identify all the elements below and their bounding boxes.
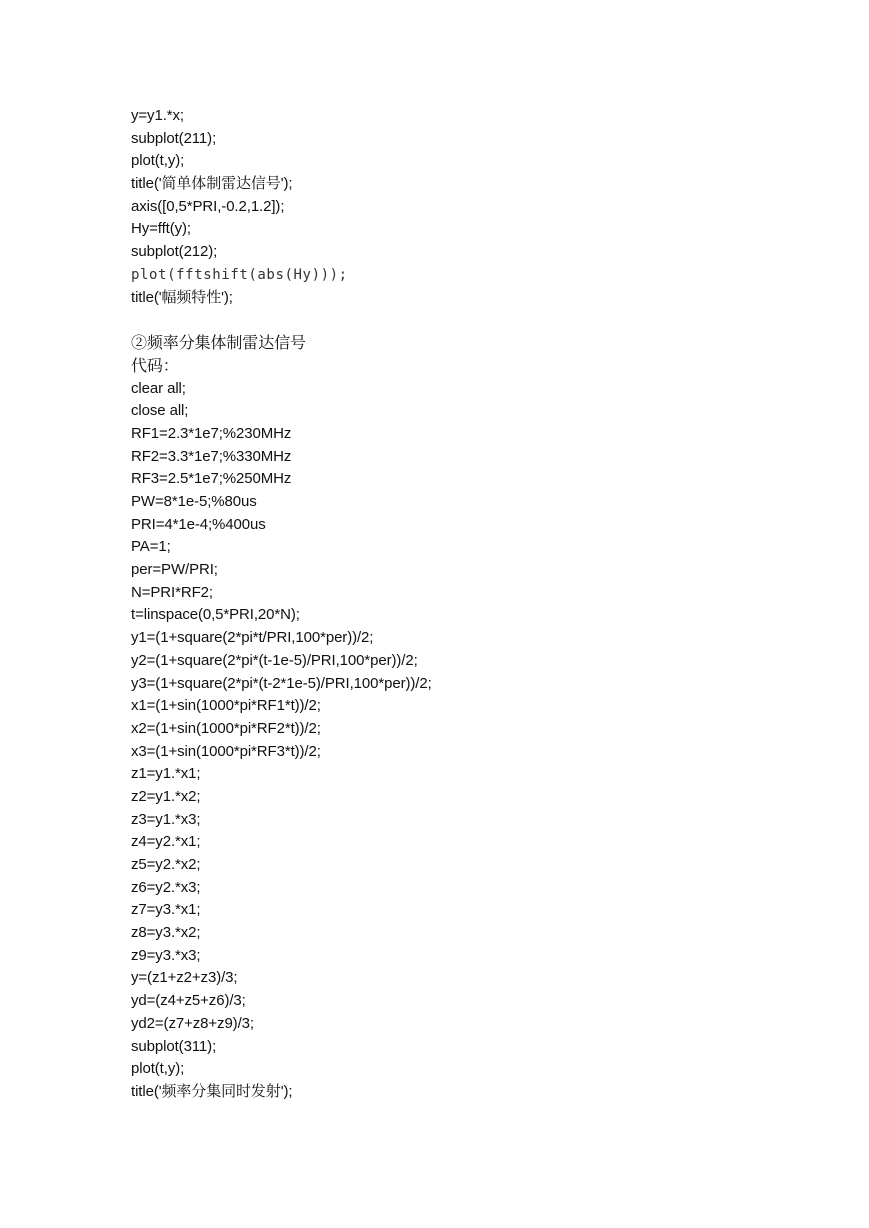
- code-line: z5=y2.*x2;: [131, 856, 201, 873]
- code-line: x3=(1+sin(1000*pi*RF3*t))/2;: [131, 742, 321, 760]
- code-line: z9=y3.*x3;: [131, 946, 201, 964]
- code-line: y=y1.*x;: [131, 107, 184, 124]
- code-line: title('频率分集同时发射');: [131, 1082, 293, 1100]
- code-line: title('幅频特性');: [131, 288, 233, 306]
- code-line: y=(z1+z2+z3)/3;: [131, 969, 238, 987]
- code-line: RF2=3.3*1e7;%330MHz: [131, 447, 292, 465]
- code-line: x1=(1+sin(1000*pi*RF1*t))/2;: [131, 697, 321, 715]
- code-line: Hy=fft(y);: [131, 220, 191, 238]
- code-line: y2=(1+square(2*pi*(t-1e-5)/PRI,100*per))/2;: [131, 651, 418, 669]
- code-line: subplot(211);: [131, 129, 217, 147]
- code-line: close all;: [131, 402, 189, 420]
- code-line: yd2=(z7+z8+z9)/3;: [131, 1014, 254, 1032]
- code-line: PW=8*1e-5;%80us: [131, 493, 257, 510]
- code-line: t=linspace(0,5*PRI,20*N);: [131, 606, 300, 624]
- code-line: y3=(1+square(2*pi*(t-2*1e-5)/PRI,100*per))/2;: [131, 674, 432, 692]
- code-line: RF3=2.5*1e7;%250MHz: [131, 470, 292, 488]
- code-line: z7=y3.*x1;: [131, 901, 201, 919]
- code-line: subplot(212);: [131, 243, 218, 261]
- code-line: title('简单体制雷达信号');: [131, 175, 293, 193]
- code-line: z6=y2.*x3;: [131, 878, 201, 896]
- code-line: z3=y1.*x3;: [131, 810, 201, 828]
- code-line: z8=y3.*x2;: [131, 924, 201, 942]
- paragraph-gap: [131, 309, 831, 332]
- code-line: plot(t,y);: [131, 152, 185, 170]
- section-heading: ②频率分集体制雷达信号: [131, 333, 306, 353]
- code-label: 代码：: [131, 355, 179, 375]
- code-line: z2=y1.*x2;: [131, 787, 201, 805]
- code-line: axis([0,5*PRI,-0.2,1.2]);: [131, 197, 285, 215]
- code-line: PRI=4*1e-4;%400us: [131, 515, 266, 533]
- code-line: N=PRI*RF2;: [131, 583, 213, 601]
- code-line: z4=y2.*x1;: [131, 833, 201, 851]
- code-line: y1=(1+square(2*pi*t/PRI,100*per))/2;: [131, 629, 374, 647]
- code-line: RF1=2.3*1e7;%230MHz: [131, 424, 292, 442]
- code-line: x2=(1+sin(1000*pi*RF2*t))/2;: [131, 719, 321, 737]
- code-line: yd=(z4+z5+z6)/3;: [131, 992, 246, 1010]
- code-line: plot(t,y);: [131, 1060, 185, 1078]
- code-line-monospace: plot(fftshift(abs(Hy)));: [131, 266, 348, 283]
- code-line: z1=y1.*x1;: [131, 765, 201, 783]
- document-content: [131, 105, 831, 1104]
- code-line: per=PW/PRI;: [131, 561, 218, 579]
- code-line: clear all;: [131, 379, 186, 397]
- code-line: PA=1;: [131, 538, 171, 556]
- code-line: subplot(311);: [131, 1037, 217, 1055]
